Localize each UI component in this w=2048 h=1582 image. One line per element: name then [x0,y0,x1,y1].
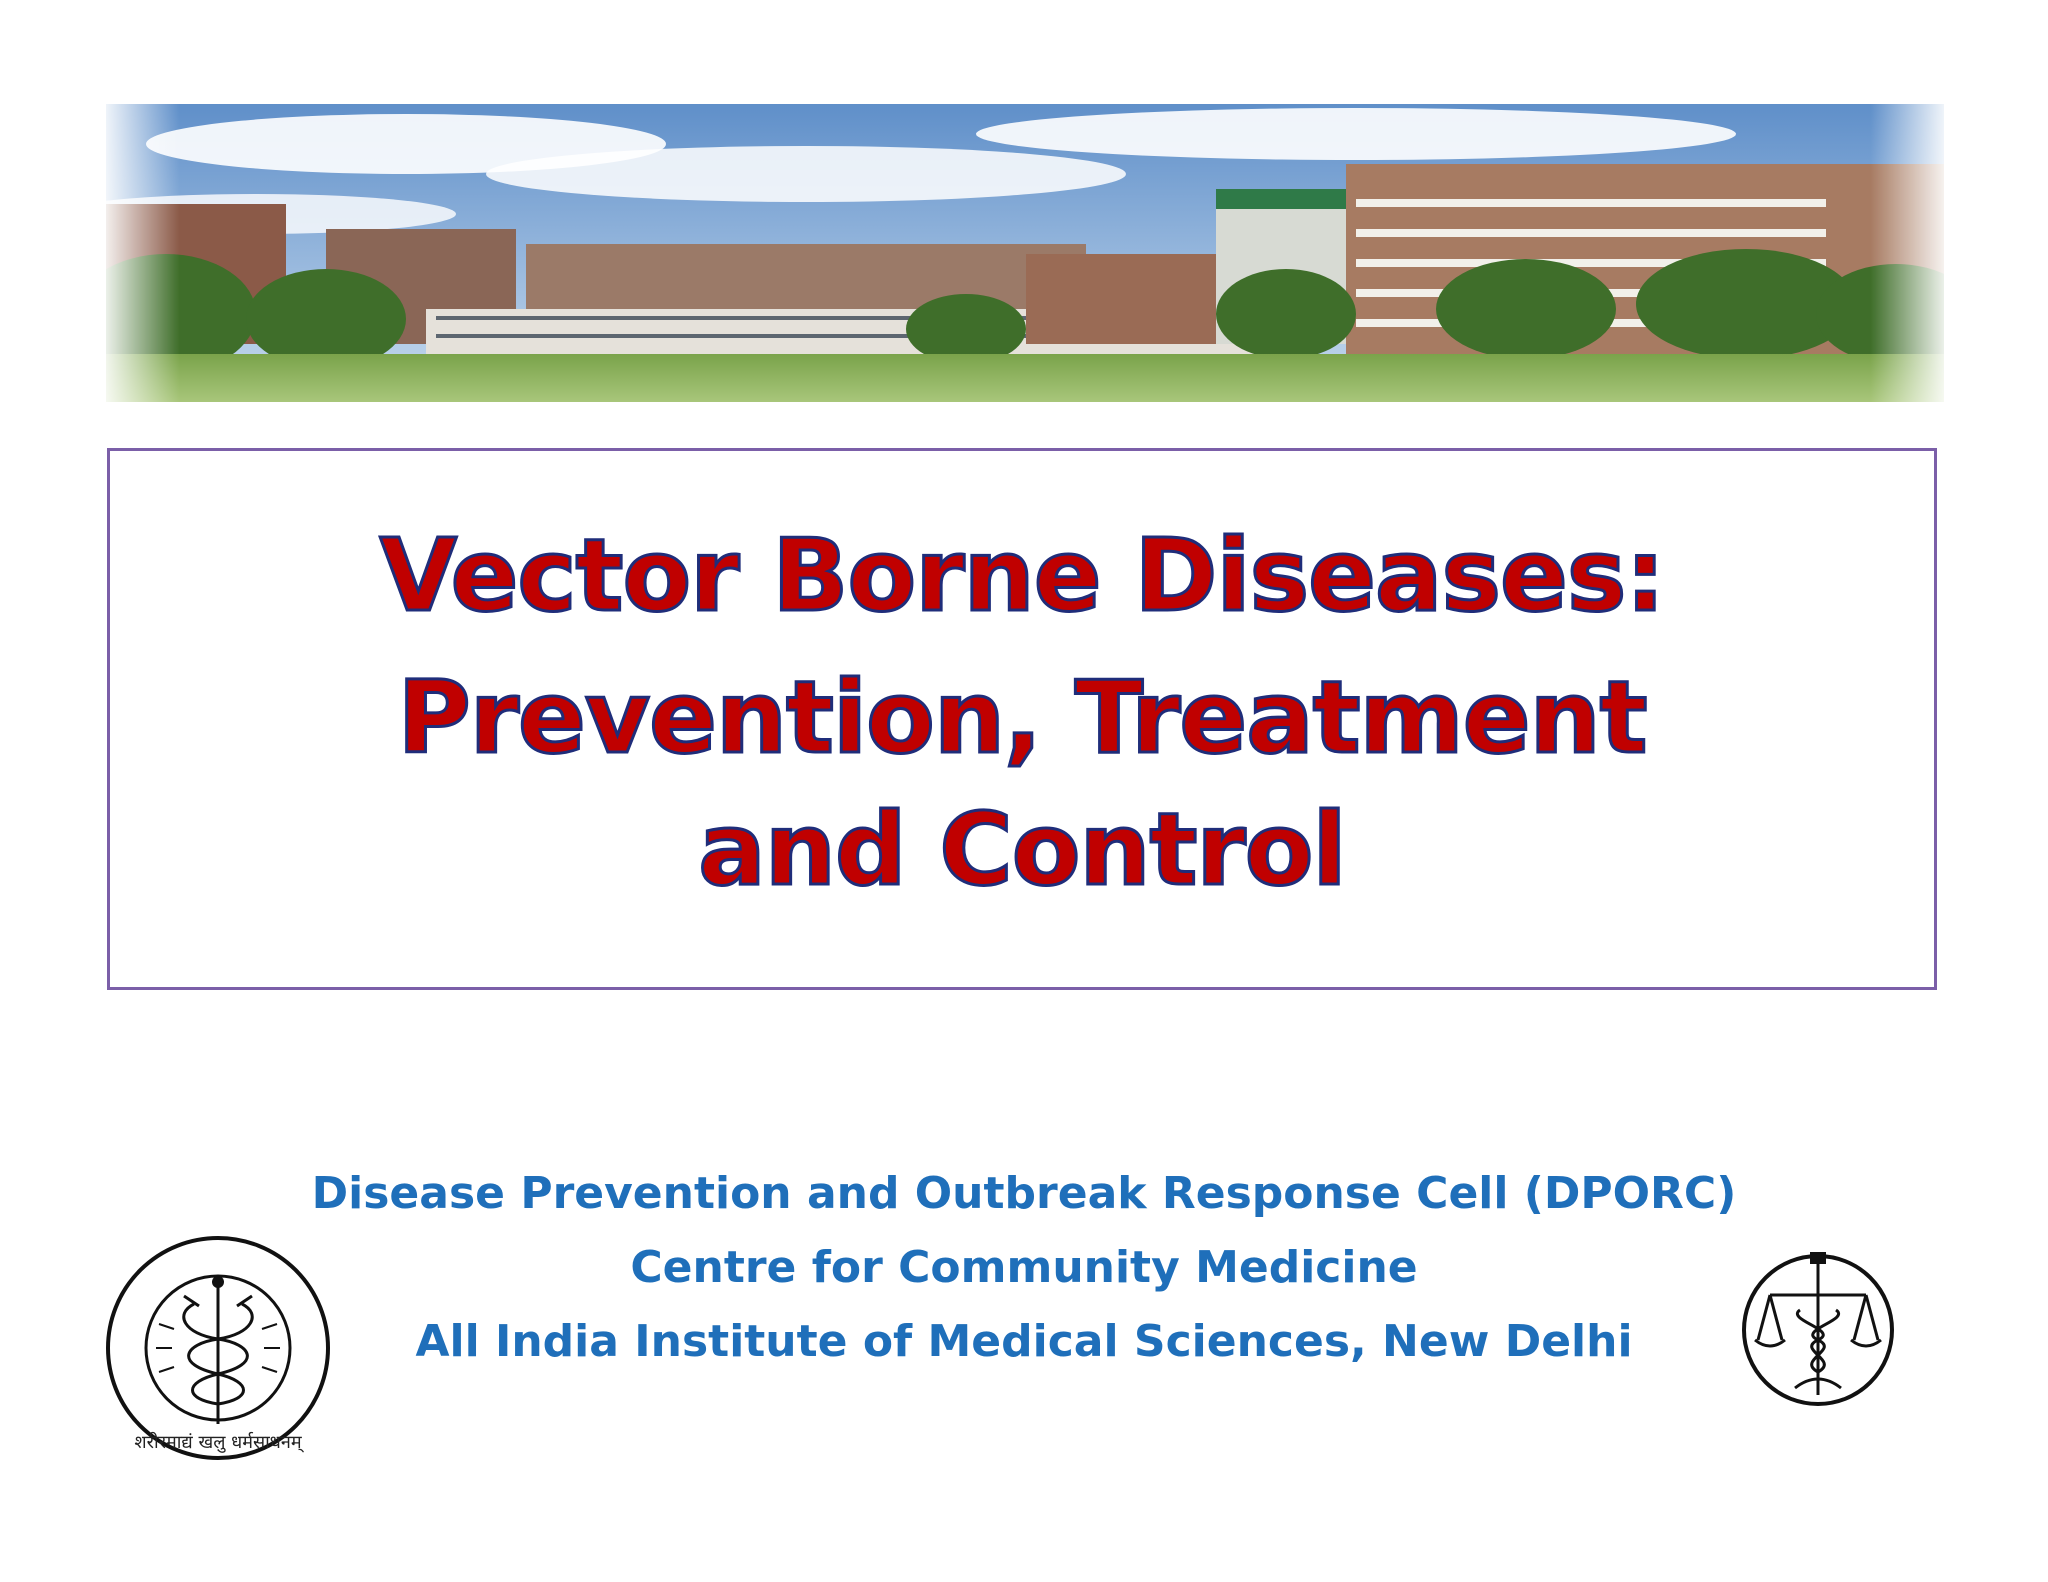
slide-title-line-1: Vector Borne Diseases: [379,517,1665,634]
aiims-logo-icon [104,1234,332,1462]
campus-banner-image [106,104,1944,402]
ccm-logo-icon [1700,1200,1936,1436]
slide-title-line-3: and Control [698,791,1346,908]
org-line-institute: All India Institute of Medical Sciences, New Delhi [415,1316,1633,1367]
aiims-motto: शरीरमाद्यं खलु धर्मसाधनम् [134,1432,302,1453]
slide-title-line-2: Prevention, Treatment [397,659,1647,776]
org-line-centre: Centre for Community Medicine [630,1242,1418,1293]
title-box [107,448,1937,990]
org-line-dporc: Disease Prevention and Outbreak Response Cell (DPORC) [311,1168,1737,1219]
